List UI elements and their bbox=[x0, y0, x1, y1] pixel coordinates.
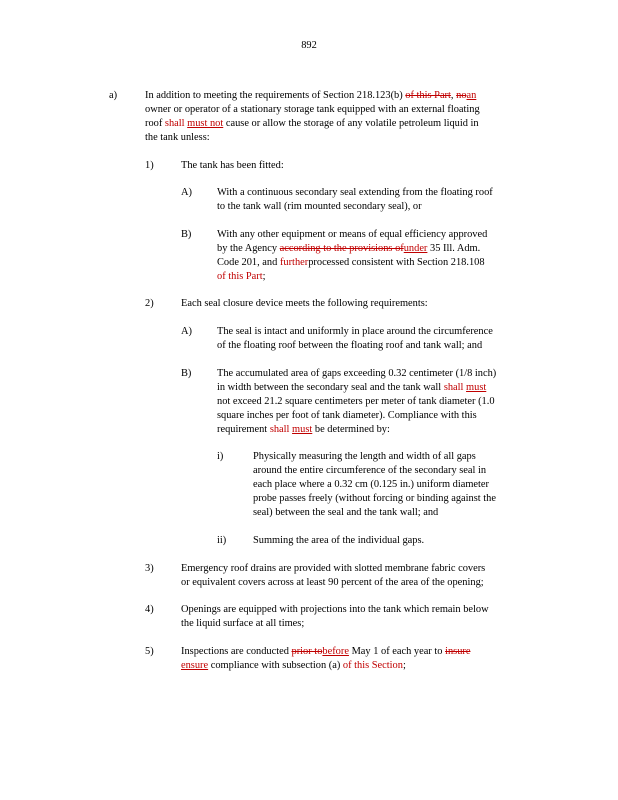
item-5-line-1: Inspections are conducted prior tobefore May 1 of each year to insure bbox=[181, 646, 471, 657]
inserted-text: must not bbox=[187, 118, 224, 129]
item-2b-line-3: not exceed 21.2 square centimeters per meter of tank diameter (1.0 bbox=[217, 396, 495, 407]
item-1a-line-1: With a continuous secondary seal extending from the floating roof bbox=[217, 187, 493, 198]
item-2a-line-1: The seal is intact and uniformly in place around the circumference bbox=[217, 326, 493, 337]
item-2-text: Each seal closure device meets the following requirements: bbox=[181, 298, 428, 309]
subsection-a-line-2: owner or operator of a stationary storage tank equipped with an external floating bbox=[145, 104, 480, 115]
item-5-label: 5) bbox=[145, 646, 154, 657]
item-4-line-2: the liquid surface at all times; bbox=[181, 618, 305, 629]
item-2b-i-line-4: probe passes freely (without forcing or binding against the bbox=[253, 493, 496, 504]
item-2b-i-line-5: seal) between the seal and the tank wall; and bbox=[253, 507, 439, 518]
item-1b-label: B) bbox=[181, 229, 192, 240]
inserted-text: before bbox=[322, 646, 349, 657]
item-3-label: 3) bbox=[145, 563, 154, 574]
item-1-text: The tank has been fitted: bbox=[181, 160, 284, 171]
item-2b-label: B) bbox=[181, 368, 192, 379]
item-3-line-2: or equivalent covers across at least 90 percent of the area of the opening; bbox=[181, 577, 484, 588]
item-1b-line-1: With any other equipment or means of equal efficiency approved bbox=[217, 229, 488, 240]
inserted-text: must bbox=[292, 424, 313, 435]
inserted-text: must bbox=[466, 382, 487, 393]
item-2b-ii-label: ii) bbox=[217, 535, 227, 546]
deleted-text: no bbox=[456, 90, 467, 101]
subsection-a-label: a) bbox=[109, 90, 118, 101]
item-2b-i-line-1: Physically measuring the length and width of all gaps bbox=[253, 451, 476, 462]
item-5-line-2: ensure compliance with subsection (a) of this Section; bbox=[181, 660, 406, 671]
item-2a-line-2: of the floating roof between the floating roof and tank wall; and bbox=[217, 340, 483, 351]
item-1b-line-4: of this Part; bbox=[217, 271, 266, 282]
inserted-text: an bbox=[466, 90, 477, 101]
modified-text: shall bbox=[443, 382, 464, 393]
item-1b-line-2: by the Agency according to the provisions ofunder 35 Ill. Adm. bbox=[217, 243, 481, 254]
item-1a-line-2: to the tank wall (rim mounted secondary seal), or bbox=[217, 201, 422, 212]
deleted-text: prior to bbox=[291, 646, 323, 657]
item-1b-line-3: Code 201, and furtherprocessed consistent with Section 218.108 bbox=[217, 257, 485, 268]
modified-text: of this Section bbox=[342, 660, 403, 671]
inserted-text: under bbox=[403, 243, 428, 254]
item-2b-i-line-2: around the entire circumference of the secondary seal in bbox=[253, 465, 487, 476]
item-3-line-1: Emergency roof drains are provided with slotted membrane fabric covers bbox=[181, 563, 486, 574]
item-2b-line-2: in width between the secondary seal and the tank wall shall must bbox=[217, 382, 487, 393]
inserted-text: ensure bbox=[181, 660, 209, 671]
modified-text: shall bbox=[164, 118, 185, 129]
modified-text: further bbox=[279, 257, 309, 268]
deleted-text: according to the provisions of bbox=[279, 243, 404, 254]
item-1-label: 1) bbox=[145, 160, 154, 171]
item-2b-ii-line-1: Summing the area of the individual gaps. bbox=[253, 535, 425, 546]
subsection-a-line-1: In addition to meeting the requirements of Section 218.123(b) of this Part, noan bbox=[145, 90, 477, 101]
item-2a-label: A) bbox=[181, 326, 192, 337]
item-2b-i-label: i) bbox=[217, 451, 224, 462]
subsection-a-line-4: the tank unless: bbox=[145, 132, 210, 143]
deleted-text: insure bbox=[445, 646, 471, 657]
item-2b-line-1: The accumulated area of gaps exceeding 0.32 centimeter (1/8 inch) bbox=[217, 368, 497, 379]
item-1a-label: A) bbox=[181, 187, 192, 198]
item-2b-i-line-3: each place where a 0.32 cm (0.125 in.) uniform diameter bbox=[253, 479, 490, 490]
item-2b-line-4: square inches per foot of tank diameter). Compliance with this bbox=[217, 410, 477, 421]
item-4-line-1: Openings are equipped with projections into the tank which remain below bbox=[181, 604, 489, 615]
deleted-text: of this Part bbox=[405, 90, 451, 101]
item-4-label: 4) bbox=[145, 604, 154, 615]
item-2b-line-5: requirement shall must be determined by: bbox=[217, 424, 390, 435]
page-number: 892 bbox=[301, 40, 317, 51]
subsection-a-line-3: roof shall must not cause or allow the storage of any volatile petroleum liquid in bbox=[145, 118, 479, 129]
modified-text: of this Part bbox=[217, 271, 263, 282]
item-2-label: 2) bbox=[145, 298, 154, 309]
modified-text: shall bbox=[269, 424, 290, 435]
